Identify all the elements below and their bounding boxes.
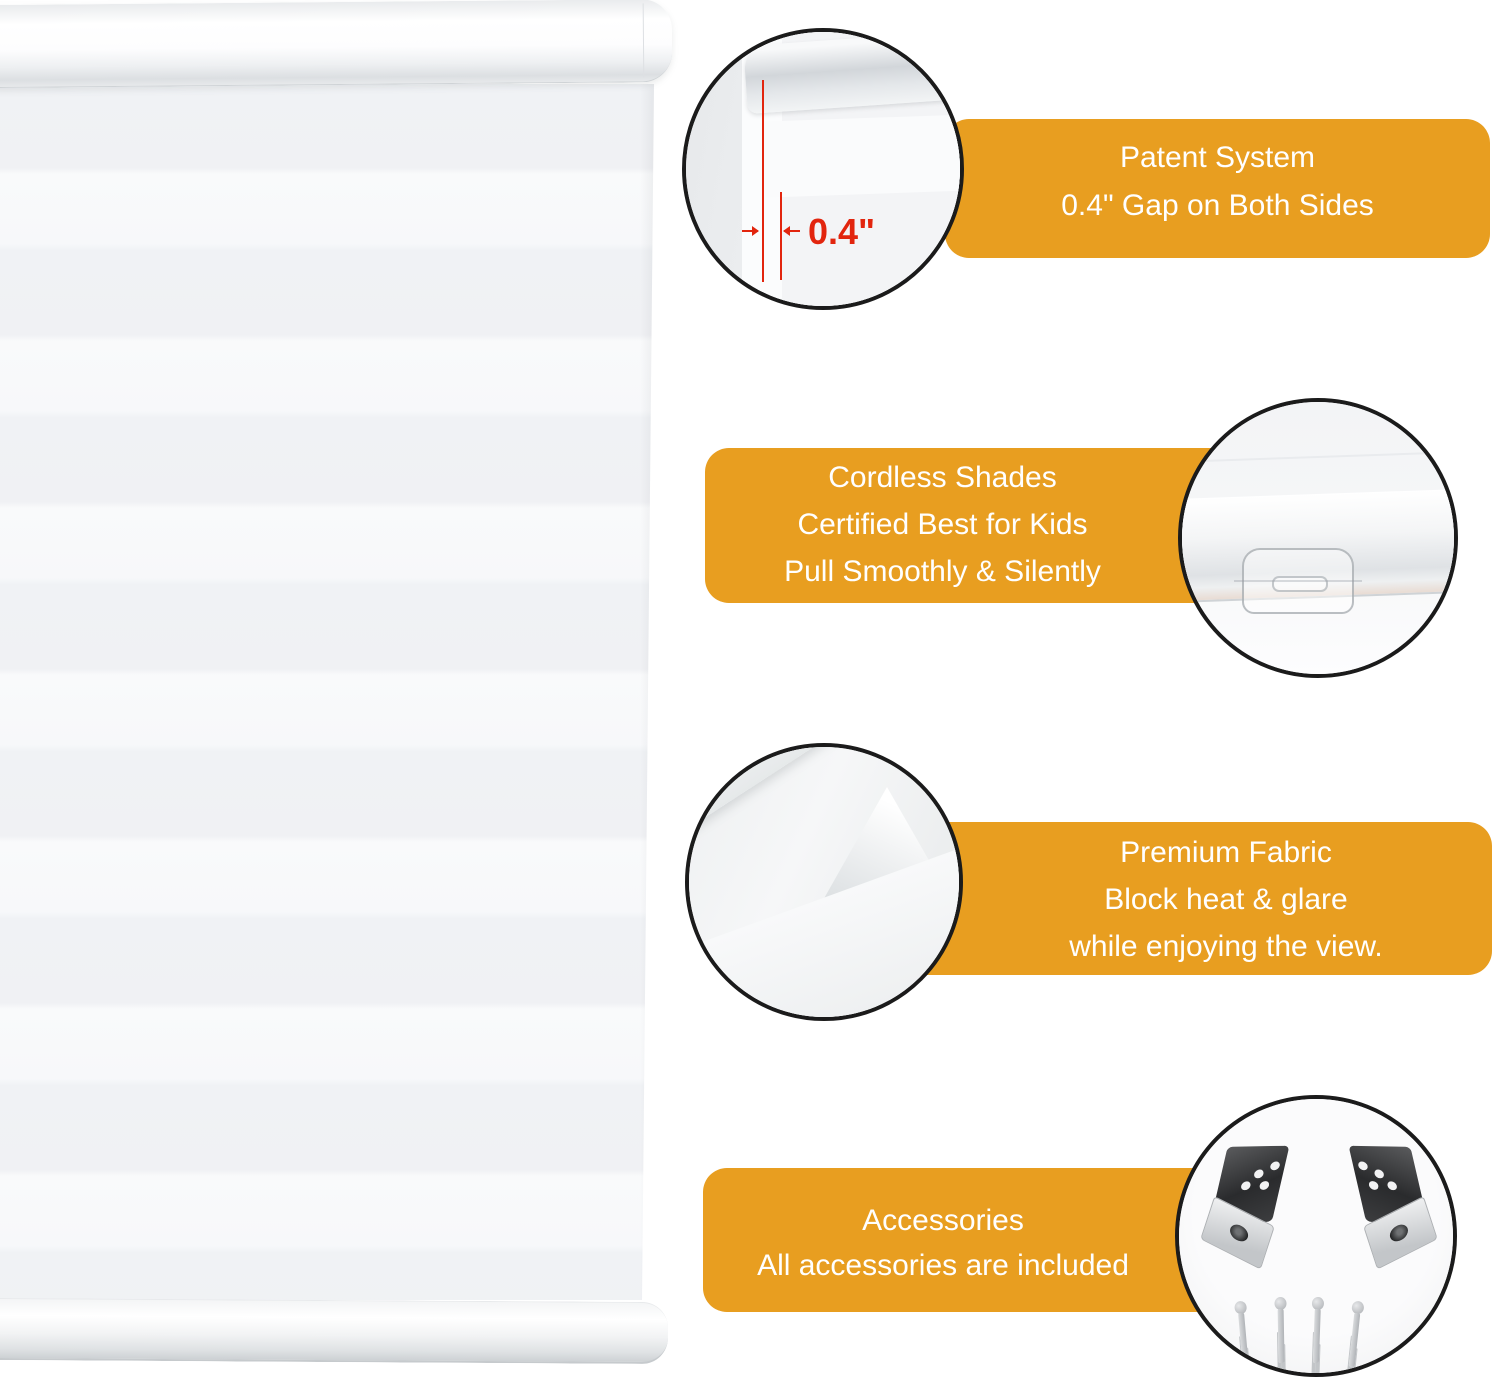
gap-measurement-label: 0.4" <box>808 211 876 252</box>
measurement-line-inner <box>780 192 782 280</box>
bracket-screw-hole <box>1228 1222 1250 1245</box>
fabric-fold-closeup-circle <box>685 743 963 1021</box>
pull-handle-closeup-circle <box>1178 398 1458 678</box>
arrow-left-icon <box>784 230 800 232</box>
wall-anchor-screw <box>1274 1297 1287 1365</box>
accessories-closeup-circle <box>1175 1095 1457 1377</box>
banner-line: Certified Best for Kids <box>797 508 1088 541</box>
shade-headrail <box>0 0 672 88</box>
banner-line: while enjoying the view. <box>1069 930 1383 963</box>
arrow-right-icon <box>742 230 758 232</box>
banner-line: 0.4" Gap on Both Sides <box>1061 189 1374 222</box>
bracket-screw-hole <box>1388 1222 1410 1245</box>
banner-line: Premium Fabric <box>1120 836 1332 869</box>
pull-handle <box>1242 548 1354 614</box>
fabric-top-band <box>763 114 964 197</box>
banner-line: Patent System <box>1119 141 1316 174</box>
banner-line: All accessories are included <box>757 1249 1129 1282</box>
premium-fabric-banner <box>880 822 1492 975</box>
shade-bottom-rail <box>0 1298 668 1364</box>
measurement-line-outer <box>762 80 764 282</box>
shade-fabric-panel <box>0 84 656 1300</box>
patent-system-banner <box>945 119 1490 258</box>
banner-line: Cordless Shades <box>828 461 1057 494</box>
gap-closeup-circle <box>682 28 964 310</box>
bracket-holes <box>1253 1169 1264 1178</box>
banner-line: Accessories <box>862 1204 1024 1237</box>
wall-anchor-screw <box>1310 1297 1324 1365</box>
bracket-holes <box>1374 1169 1385 1178</box>
banner-line: Pull Smoothly & Silently <box>784 555 1101 588</box>
banner-line: Block heat & glare <box>1104 883 1348 916</box>
